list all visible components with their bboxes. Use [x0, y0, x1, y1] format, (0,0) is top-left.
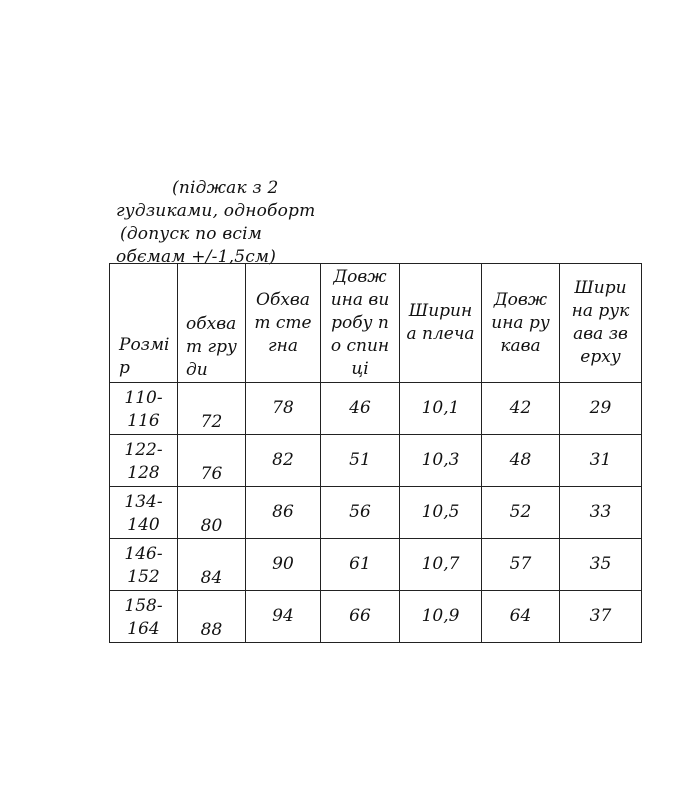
hips-cell: 90: [246, 539, 321, 591]
hips-cell: 82: [246, 435, 321, 487]
chest-cell: 76: [178, 435, 246, 487]
hips-cell: 78: [246, 383, 321, 435]
sleeve-width-cell: 33: [560, 487, 642, 539]
caption-line: гудзиками, одноборт: [116, 201, 316, 221]
caption-line: обємам +/-1,5см): [116, 247, 277, 267]
sleeve-width-cell: 31: [560, 435, 642, 487]
caption-line: (піджак з 2: [172, 178, 279, 198]
back-length-cell: 46: [321, 383, 400, 435]
caption-line: (допуск по всім: [120, 224, 263, 244]
header-row: [110, 264, 642, 383]
table-row: [110, 383, 642, 435]
sleeve-length-cell: 52: [482, 487, 560, 539]
shoulder-cell: 10,3: [400, 435, 482, 487]
shoulder-cell: 10,9: [400, 591, 482, 643]
sleeve-length-cell: 64: [482, 591, 560, 643]
sleeve-width-cell: 37: [560, 591, 642, 643]
table-row: [110, 487, 642, 539]
header-back-length: Довжина виробу по спинці: [321, 264, 400, 383]
back-length-cell: 66: [321, 591, 400, 643]
chest-cell: 80: [178, 487, 246, 539]
header-size: Розмір: [110, 264, 178, 383]
back-length-cell: 51: [321, 435, 400, 487]
table-row: [110, 435, 642, 487]
shoulder-cell: 10,5: [400, 487, 482, 539]
table-caption: [116, 177, 346, 269]
sleeve-length-cell: 42: [482, 383, 560, 435]
header-shoulder-width: Ширина плеча: [400, 264, 482, 383]
size-cell: 110-116: [110, 383, 178, 435]
header-sleeve-length: Довжина рукава: [482, 264, 560, 383]
table-row: [110, 591, 642, 643]
size-cell: 134-140: [110, 487, 178, 539]
chest-cell: 88: [178, 591, 246, 643]
chest-cell: 84: [178, 539, 246, 591]
header-hips: Обхват стегна: [246, 264, 321, 383]
header-chest: обхват груди: [178, 264, 246, 383]
shoulder-cell: 10,7: [400, 539, 482, 591]
hips-cell: 94: [246, 591, 321, 643]
size-table: [109, 263, 642, 643]
sleeve-width-cell: 35: [560, 539, 642, 591]
hips-cell: 86: [246, 487, 321, 539]
sleeve-length-cell: 57: [482, 539, 560, 591]
sleeve-width-cell: 29: [560, 383, 642, 435]
back-length-cell: 61: [321, 539, 400, 591]
sleeve-length-cell: 48: [482, 435, 560, 487]
chest-cell: 72: [178, 383, 246, 435]
size-cell: 158-164: [110, 591, 178, 643]
header-sleeve-width: Ширина рукава зверху: [560, 264, 642, 383]
size-cell: 146-152: [110, 539, 178, 591]
size-cell: 122-128: [110, 435, 178, 487]
back-length-cell: 56: [321, 487, 400, 539]
shoulder-cell: 10,1: [400, 383, 482, 435]
table-row: [110, 539, 642, 591]
